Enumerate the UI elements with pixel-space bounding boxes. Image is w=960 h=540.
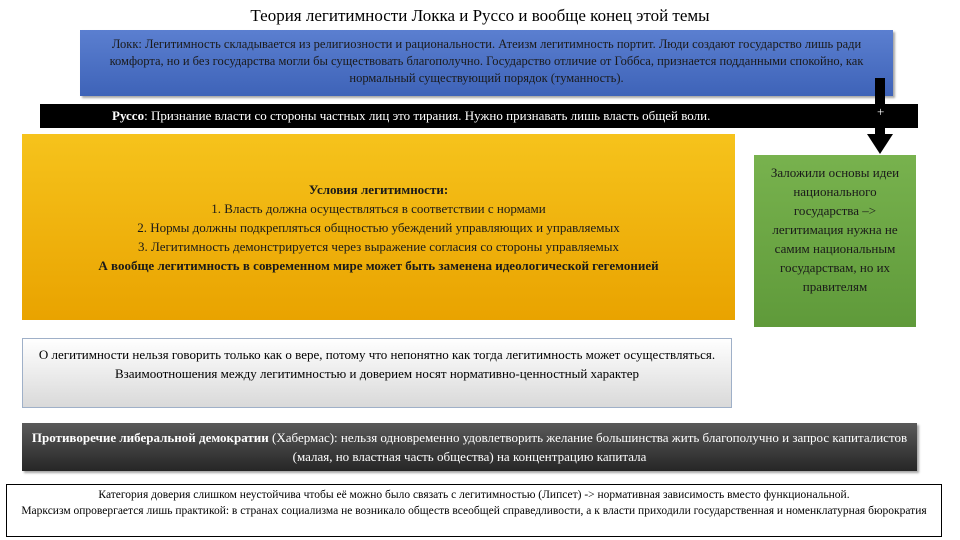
habermas-box [22, 423, 917, 471]
hegemony-note: А вообще легитимность в современном мире может быть заменена идеологической гегемонией [98, 257, 659, 273]
rousseau-text: : Признание власти со стороны частных лиц это тирания. Нужно признавать лишь власть общей воли. [144, 108, 711, 123]
lipset-box [6, 484, 942, 537]
lipset-line-1: Категория доверия слишком неустойчива чтобы её можно было связать с легитимностью (Липсет) -> нормативная зависимость вместо функциональной. [98, 489, 850, 501]
habermas-heading: Противоречие либеральной демократии [31, 430, 269, 445]
trust-line-1: О легитимности нельзя говорить только как о вере, потому что непонятно как тогда легитимность может осуществляться. [38, 347, 716, 362]
trust-line-2: Взаимоотношения между легитимностью и доверием носят нормативно-ценностный характер [114, 366, 640, 381]
trust-box [22, 338, 732, 408]
plus-sign: + [877, 104, 885, 119]
condition-item: 2. Нормы должны подкрепляться общностью убеждений управляющих и управляемых [137, 219, 620, 235]
national-state-box: Заложили основы идеи национального государства –> легитимация нужна не самим национальным государствам, но их правителям [754, 155, 916, 327]
condition-item: 3. Легитимность демонстрируется через выражение согласия со стороны управляемых [137, 238, 620, 254]
condition-item: 1. Власть должна осуществляться в соответствии с нормами [211, 200, 546, 216]
down-arrow-icon [867, 134, 893, 154]
rousseau-bar [40, 104, 918, 128]
legitimacy-conditions-box [22, 134, 735, 320]
locke-box: Локк: Легитимность складывается из религиозности и рациональности. Атеизм легитимность портит. Люди создают государство лишь ради комфорта, но и без государства могли бы существовать благополучно. Государство отличие от Гоббса, признается подданными спокойно, как нормальный существующий порядок (туманность). [80, 30, 893, 96]
rousseau-name: Руссо [112, 108, 145, 123]
habermas-text: (Хабермас): нельзя одновременно удовлетворить желание большинства жить благополучно и запрос капиталистов (малая, но властная часть общества) на концентрацию капитала [268, 430, 908, 464]
conditions-title: Условия легитимности: [308, 181, 449, 197]
slide-title: Теория легитимности Локка и Руссо и вообще конец этой темы [250, 6, 710, 25]
lipset-line-2: Марксизм опровергается лишь практикой: в странах социализма не возникало обществ всеобщей справедливости, а к власти приходили государственная и номенклатурная бюрократия [21, 505, 927, 517]
